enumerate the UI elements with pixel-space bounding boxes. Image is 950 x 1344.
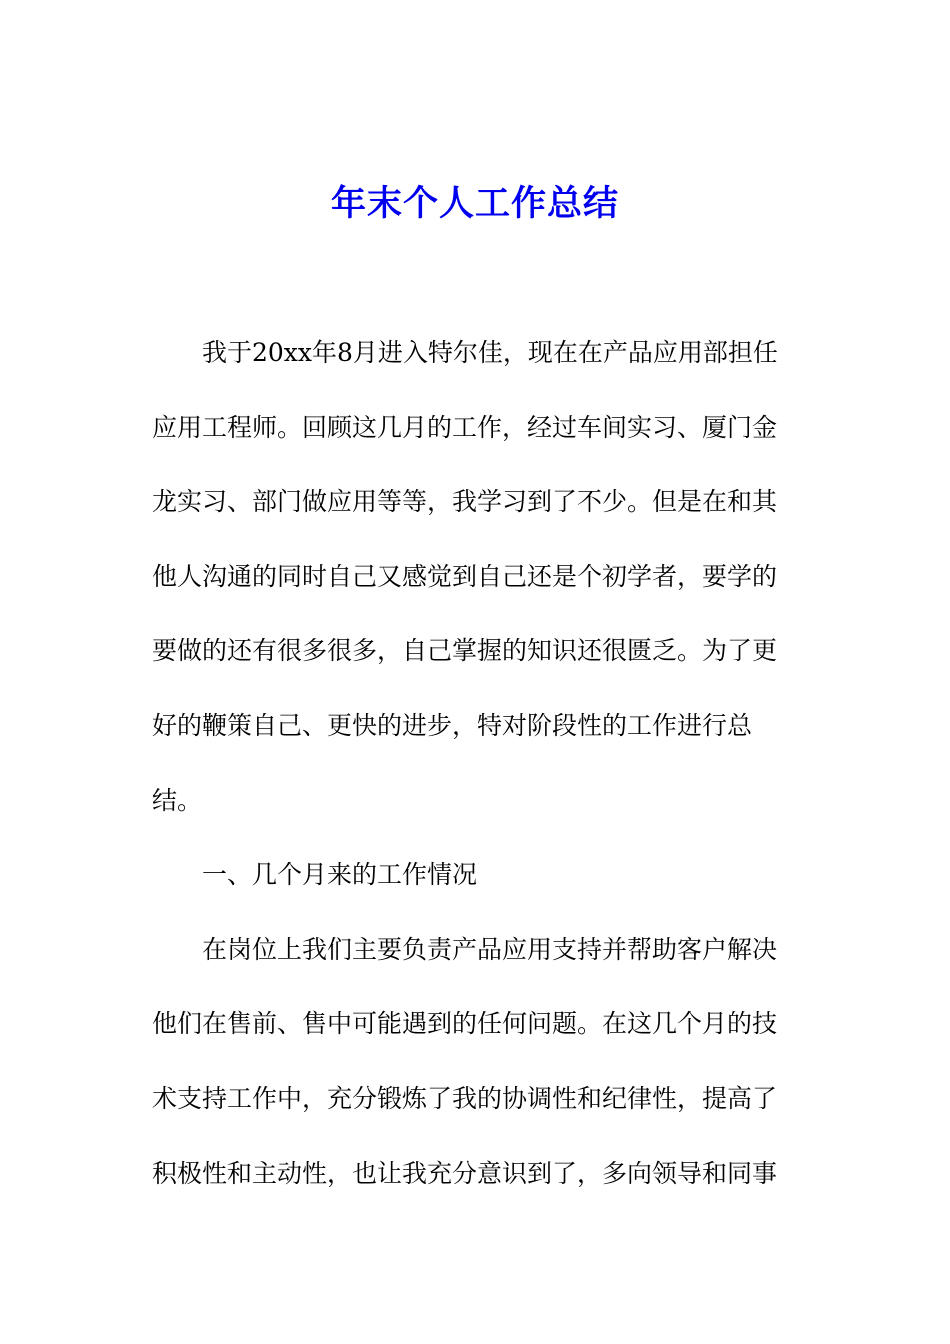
body-line-2: 应用工程师。回顾这几月的工作，经过车间实习、厦门金 — [152, 412, 778, 442]
body-line-3: 龙实习、部门做应用等等，我学习到了不少。但是在和其 — [152, 487, 778, 517]
document-body — [152, 328, 798, 1223]
document-title: 年末个人工作总结 — [330, 183, 619, 224]
body-line-4: 他人沟通的同时自己又感觉到自己还是个初学者，要学的 — [152, 561, 778, 591]
body-line-5: 要做的还有很多很多，自己掌握的知识还很匮乏。为了更 — [152, 636, 778, 666]
body-line-1: 我于20xx年8月进入特尔佳，现在在产品应用部担任 — [202, 338, 778, 367]
body-line-7: 结。 — [152, 785, 203, 815]
section-heading: 一、几个月来的工作情况 — [202, 860, 478, 890]
body-line-9: 在岗位上我们主要负责产品应用支持并帮助客户解决 — [202, 934, 778, 964]
body-line-11: 术支持工作中，充分锻炼了我的协调性和纪律性，提高了 — [152, 1083, 778, 1113]
body-line-6: 好的鞭策自己、更快的进步，特对阶段性的工作进行总 — [152, 710, 753, 740]
body-line-10: 他们在售前、售中可能遇到的任何问题。在这几个月的技 — [152, 1009, 778, 1039]
body-line-12: 积极性和主动性，也让我充分意识到了，多向领导和同事 — [152, 1158, 778, 1188]
